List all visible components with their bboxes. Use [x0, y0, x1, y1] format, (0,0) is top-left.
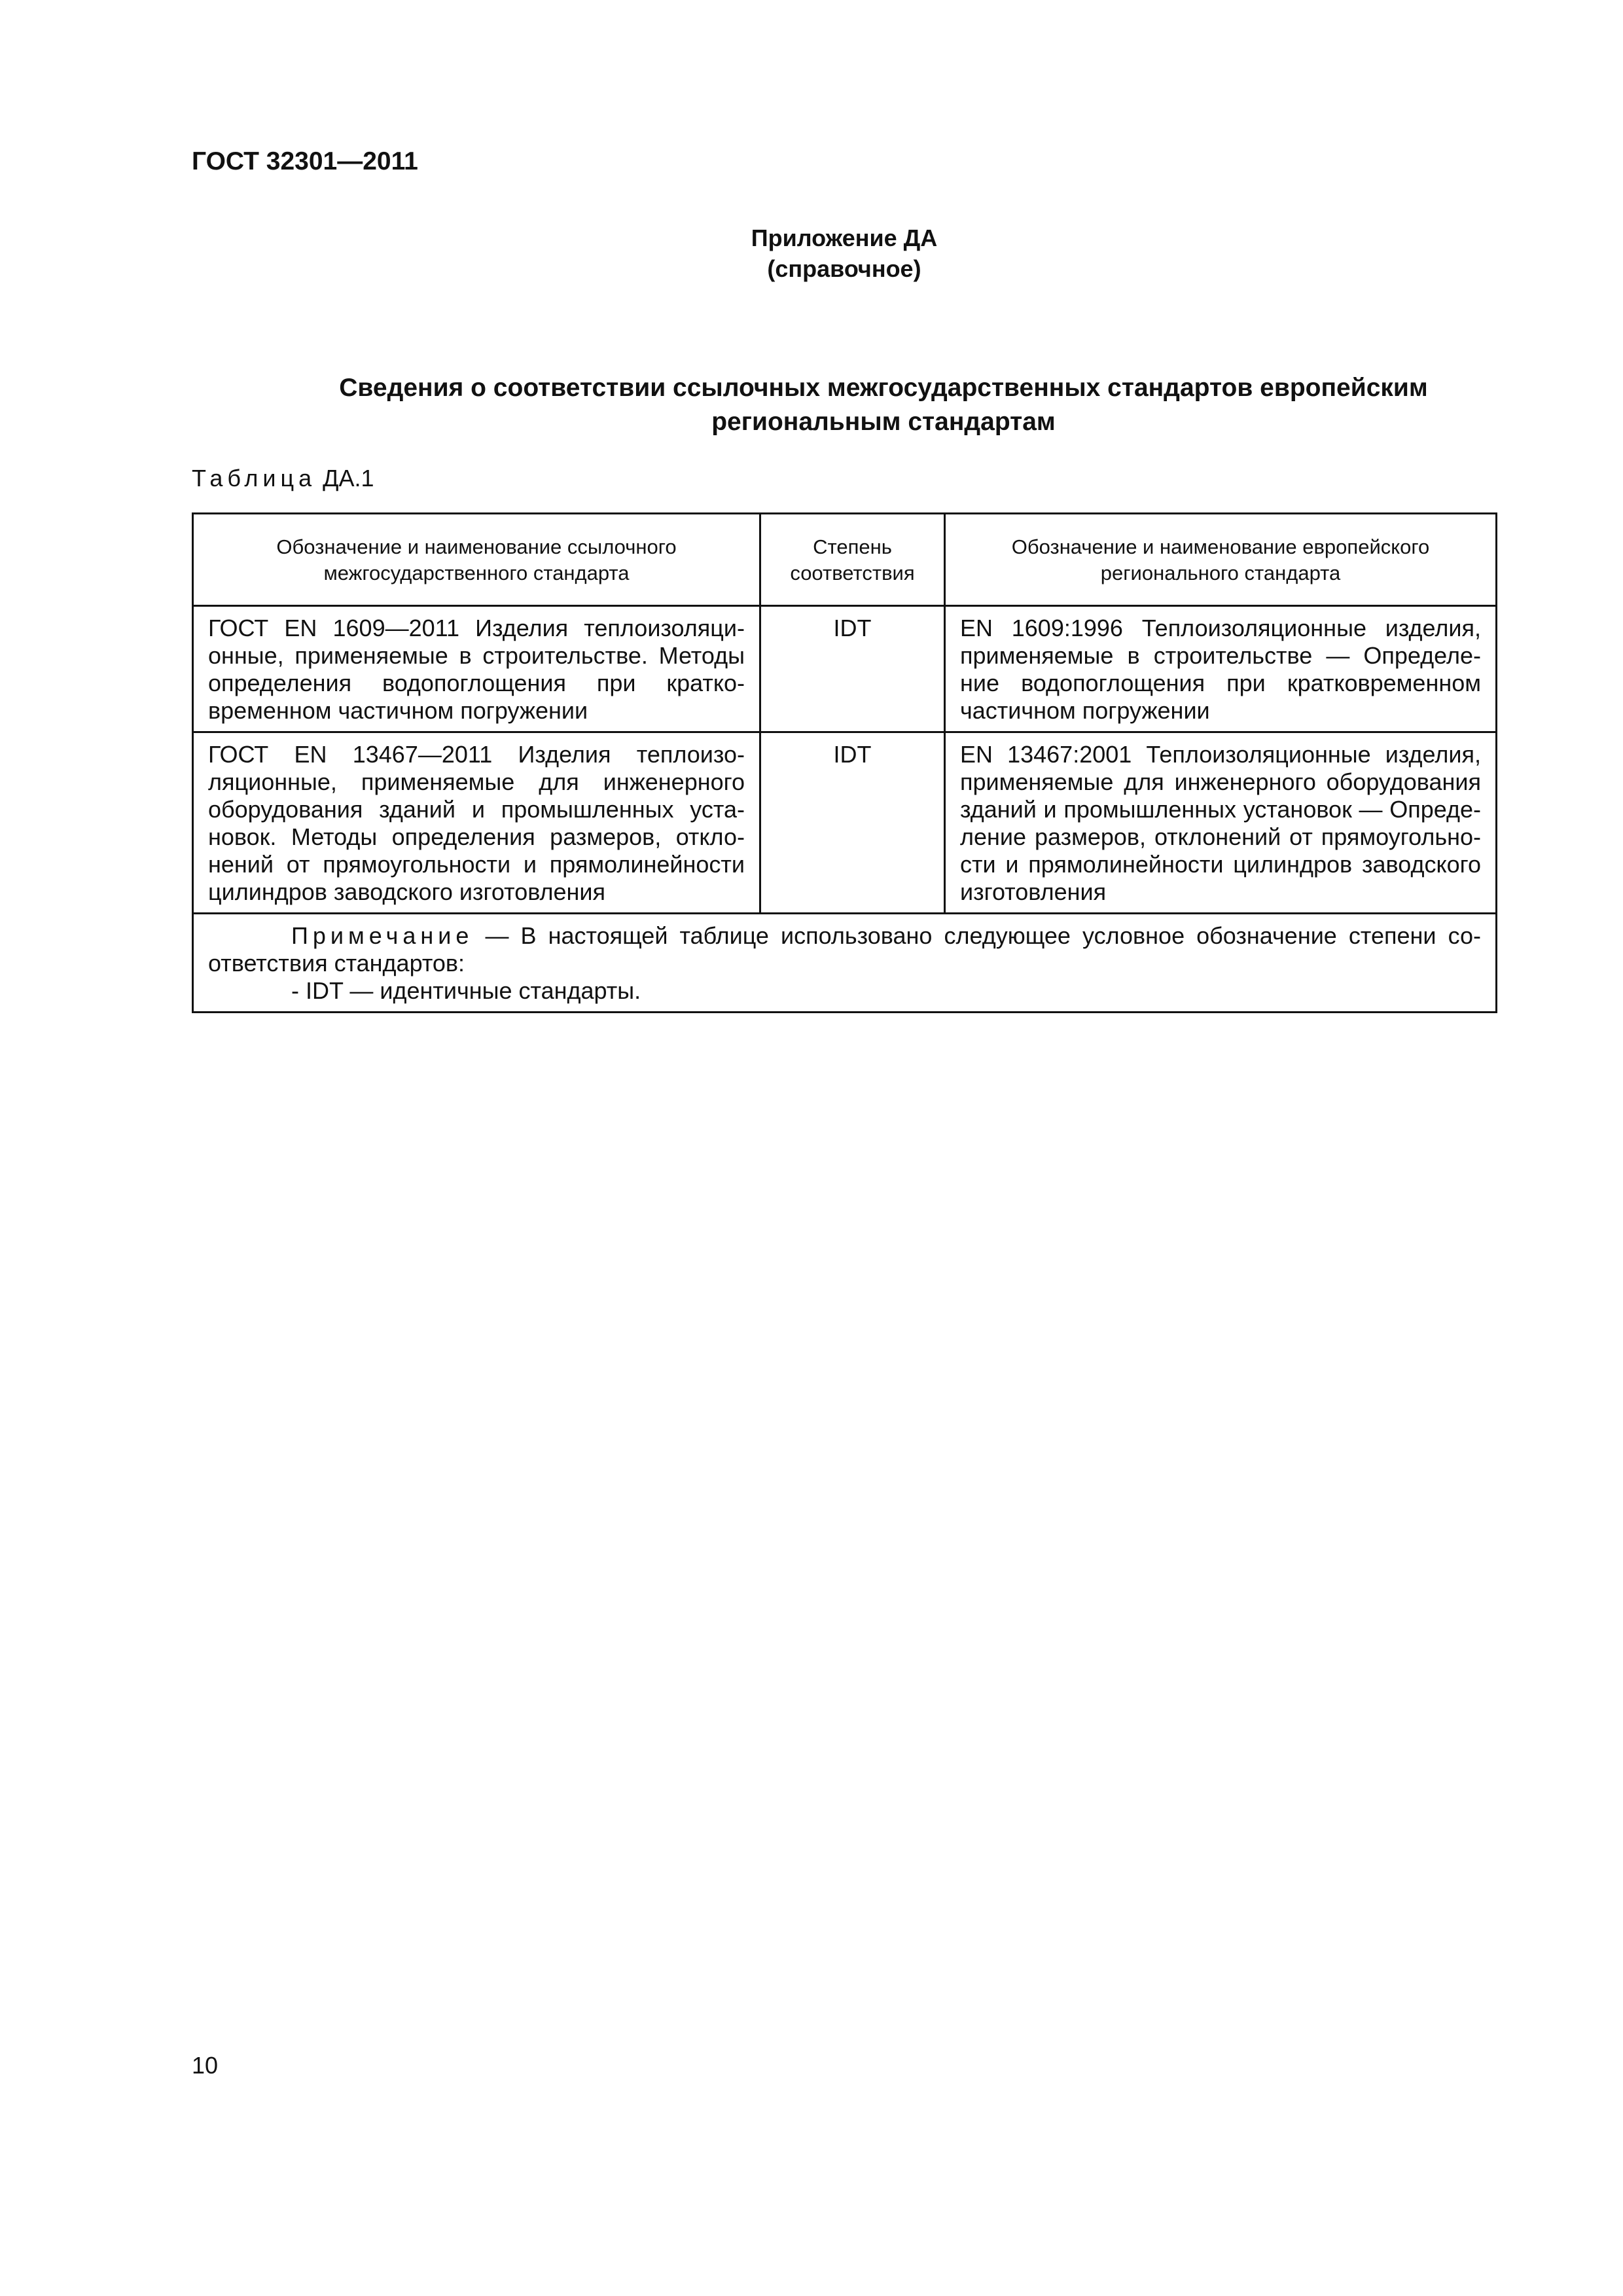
interstate-standard-cell: ГОСТ EN 1609—2011 Изделия теплоизоляционные, применяемые в строительстве. Методы определения водопоглощения при кратковременном частичном погружении — [193, 606, 760, 732]
header-text: соответствия — [790, 562, 915, 584]
appendix-subtitle: (справочное) — [767, 255, 921, 282]
table-header-row — [193, 514, 1497, 606]
appendix-title: Приложение ДА — [751, 224, 938, 251]
table-caption — [192, 465, 374, 492]
table-note-cell — [193, 914, 1497, 1013]
section-heading-line1: Сведения о соответствии ссылочных межгосударственных стандартов европейским — [339, 374, 1428, 402]
european-standard-cell: EN 13467:2001 Теплоизоляционные изделия, применяемые для инженерного оборудования зданий и промышленных установок — Определение размеров, отклонений от прямоугольности и прямолинейности цилиндров заводского изготовления — [945, 732, 1497, 914]
table-caption-number: ДА.1 — [316, 465, 374, 492]
page-number: 10 — [192, 2052, 219, 2079]
degree-cell: IDT — [760, 732, 945, 914]
document-code: ГОСТ 32301—2011 — [192, 147, 418, 175]
section-heading — [229, 371, 1538, 439]
header-text: Обозначение и наименование европейского — [1011, 535, 1430, 558]
correspondence-table — [192, 512, 1497, 1013]
note-body: — В настоящей таблице использовано следующее условное обозначение степени соответствия стандартов: — [208, 922, 1481, 977]
section-heading-line2: региональным стандартам — [711, 408, 1056, 436]
table-note-text — [208, 922, 1481, 977]
table-row — [193, 732, 1497, 914]
header-text: Степень — [813, 535, 892, 558]
degree-cell: IDT — [760, 606, 945, 732]
interstate-standard-cell: ГОСТ EN 13467—2011 Изделия теплоизоляционные, применяемые для инженерного оборудования зданий и промышленных установок. Методы определения размеров, отклонений от прямоугольности и прямолинейности цилиндров заводского изготовления — [193, 732, 760, 914]
table-header-cell-european — [945, 514, 1497, 606]
table-row — [193, 606, 1497, 732]
table-header-cell-degree — [760, 514, 945, 606]
note-label: Примечание — [291, 922, 474, 949]
appendix-block — [0, 223, 1623, 284]
note-list-item: - IDT — идентичные стандарты. — [291, 977, 641, 1004]
header-text: Обозначение и наименование ссылочного — [276, 535, 677, 558]
header-text: регионального стандарта — [1100, 562, 1341, 584]
table-header-cell-interstate — [193, 514, 760, 606]
table-caption-label: Таблица — [192, 465, 317, 492]
table-note-row — [193, 914, 1497, 1013]
header-text: межгосударственного стандарта — [323, 562, 630, 584]
european-standard-cell: EN 1609:1996 Теплоизоляционные изделия, применяемые в строительстве — Определение водопоглощения при кратковременном частичном погружении — [945, 606, 1497, 732]
